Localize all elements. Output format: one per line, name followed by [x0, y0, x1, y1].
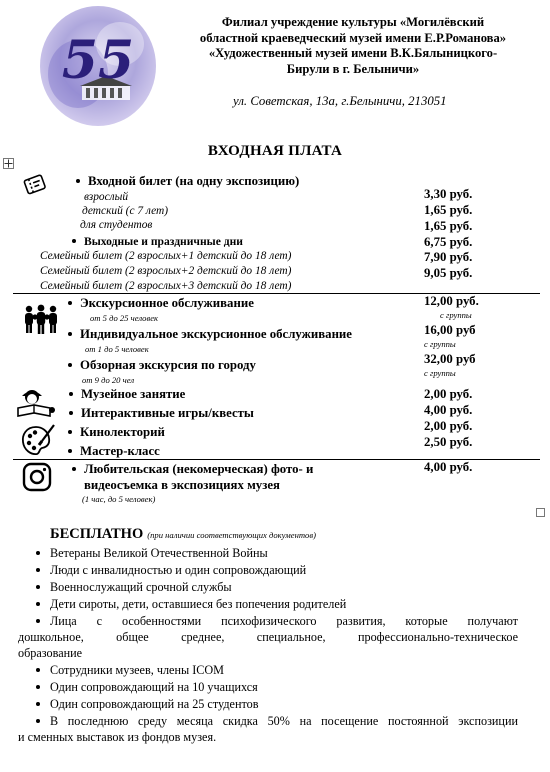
bullet-icon — [68, 449, 72, 453]
ticket-family-2: Семейный билет (2 взрослых+2 детский до 18 лет) — [40, 265, 292, 277]
bullet-icon — [36, 668, 40, 672]
free-item: Один сопровождающий на 25 студентов — [50, 697, 259, 711]
free-special-line-3: образование — [18, 646, 83, 660]
price-student: 1,65 руб. — [424, 219, 473, 233]
price-excursion-3: 32,00 руб — [424, 352, 476, 366]
table-move-handle[interactable] — [3, 158, 14, 169]
photo-line-2: видеосъемка в экспозициях музея — [84, 478, 280, 492]
ticket-child: детский (с 7 лет) — [82, 205, 169, 217]
bullet-icon — [68, 430, 72, 434]
free-item: Военнослужащий срочной службы — [50, 580, 232, 594]
discount-line-1: В последнюю среду месяца скидка 50% на посещение постоянной экспозиции — [50, 714, 518, 728]
excursion-3-note: от 9 до 20 чел — [82, 375, 135, 385]
price-adult: 3,30 руб. — [424, 187, 473, 201]
price-family-2: 9,05 руб. — [424, 266, 473, 280]
bullet-icon — [36, 585, 40, 589]
bullet-icon — [69, 392, 73, 396]
free-heading-row — [50, 525, 316, 543]
org-name-line-2: областной краеведческий музей имени Е.Р.Романова» — [199, 30, 507, 45]
excursion-2: Индивидуальное экскурсионное обслуживание — [80, 327, 352, 341]
free-special-line-2: дошкольное, общее среднее, специальное, профессионально-техническое — [18, 630, 518, 644]
activity-3: Кинолекторий — [80, 425, 165, 439]
activity-1: Музейное занятие — [81, 387, 186, 401]
free-item: Дети сироты, дети, оставшиеся без попечения родителей — [50, 597, 347, 611]
group-people-icon — [22, 303, 60, 342]
org-name-line-4: Бирули в г. Белыничи» — [286, 61, 420, 76]
bullet-icon — [36, 619, 40, 623]
bullet-icon — [36, 568, 40, 572]
palette-icon — [20, 424, 56, 463]
bullet-icon — [36, 685, 40, 689]
price-activity-3: 2,00 руб. — [424, 419, 473, 433]
price-child: 1,65 руб. — [424, 203, 473, 217]
table-resize-handle[interactable] — [536, 508, 545, 517]
reading-child-icon — [16, 388, 56, 423]
free-special-line-1: Лица с особенностями психофизического развития, которые получают — [50, 614, 518, 628]
free-heading: БЕСПЛАТНО — [50, 526, 144, 542]
bullet-icon — [69, 411, 73, 415]
price-excursion-2-unit: с группы — [424, 339, 456, 349]
free-item: Ветераны Великой Отечественной Войны — [50, 546, 268, 560]
bullet-icon — [36, 602, 40, 606]
org-name-line-1: Филиал учреждение культуры «Могилёвский — [221, 15, 485, 29]
bullet-icon — [68, 363, 72, 367]
photo-note: (1 час, до 5 человек) — [82, 494, 156, 504]
org-name-line-3: «Художественный музей имени В.К.Бялыницкого- — [208, 46, 498, 60]
price-activity-2: 4,00 руб. — [424, 403, 473, 417]
bullet-icon — [72, 467, 76, 471]
ticket-family-3: Семейный билет (2 взрослых+3 детский до 18 лет) — [40, 280, 292, 292]
photo-line-1: Любительская (некомерческая) фото- и — [84, 462, 314, 476]
excursion-1: Экскурсионное обслуживание — [80, 296, 254, 310]
bullet-icon — [36, 719, 40, 723]
ticket-student: для студентов — [80, 219, 153, 231]
price-photo: 4,00 руб. — [424, 460, 473, 474]
price-excursion-2: 16,00 руб — [424, 323, 476, 337]
excursion-3: Обзорная экскурсия по городу — [80, 358, 256, 372]
bullet-icon — [76, 179, 80, 183]
bullet-icon — [68, 332, 72, 336]
activity-2: Интерактивные игры/квесты — [81, 406, 254, 420]
free-item: Один сопровождающий на 10 учащихся — [50, 680, 258, 694]
price-excursion-1-unit: с группы — [440, 310, 472, 320]
price-family-1: 7,90 руб. — [424, 250, 473, 264]
logo-number: 55 — [61, 30, 135, 91]
free-heading-note: (при наличии соответствующих документов) — [147, 530, 316, 540]
free-item: Люди с инвалидностью и один сопровождающий — [50, 563, 307, 577]
price-activity-4: 2,50 руб. — [424, 435, 473, 449]
bullet-icon — [72, 239, 76, 243]
excursion-1-note: от 5 до 25 человек — [90, 313, 159, 323]
price-activity-1: 2,00 руб. — [424, 387, 473, 401]
discount-line-2: и сменных выставок из фондов музея. — [18, 730, 217, 744]
bullet-icon — [36, 551, 40, 555]
museum-logo — [38, 4, 158, 128]
price-excursion-1: 12,00 руб. — [424, 294, 479, 308]
excursion-2-note: от 1 до 5 человек — [85, 344, 149, 354]
ticket-icon — [22, 173, 50, 202]
free-item: Сотрудники музеев, члены ICOM — [50, 663, 225, 677]
page-title: ВХОДНАЯ ПЛАТА — [207, 143, 343, 159]
price-holidays: 6,75 руб. — [424, 235, 473, 249]
ticket-adult: взрослый — [84, 191, 129, 203]
camera-icon — [22, 462, 52, 497]
bullet-icon — [36, 702, 40, 706]
bullet-icon — [68, 301, 72, 305]
activity-4: Мастер-класс — [80, 444, 160, 458]
address: ул. Советская, 13а, г.Белыничи, 213051 — [233, 94, 447, 108]
price-excursion-3-unit: с группы — [424, 368, 456, 378]
ticket-family-1: Семейный билет (2 взрослых+1 детский до 18 лет) — [40, 250, 292, 262]
ticket-heading: Входной билет (на одну экспозицию) — [88, 174, 300, 188]
ticket-holidays: Выходные и праздничные дни — [84, 235, 243, 248]
